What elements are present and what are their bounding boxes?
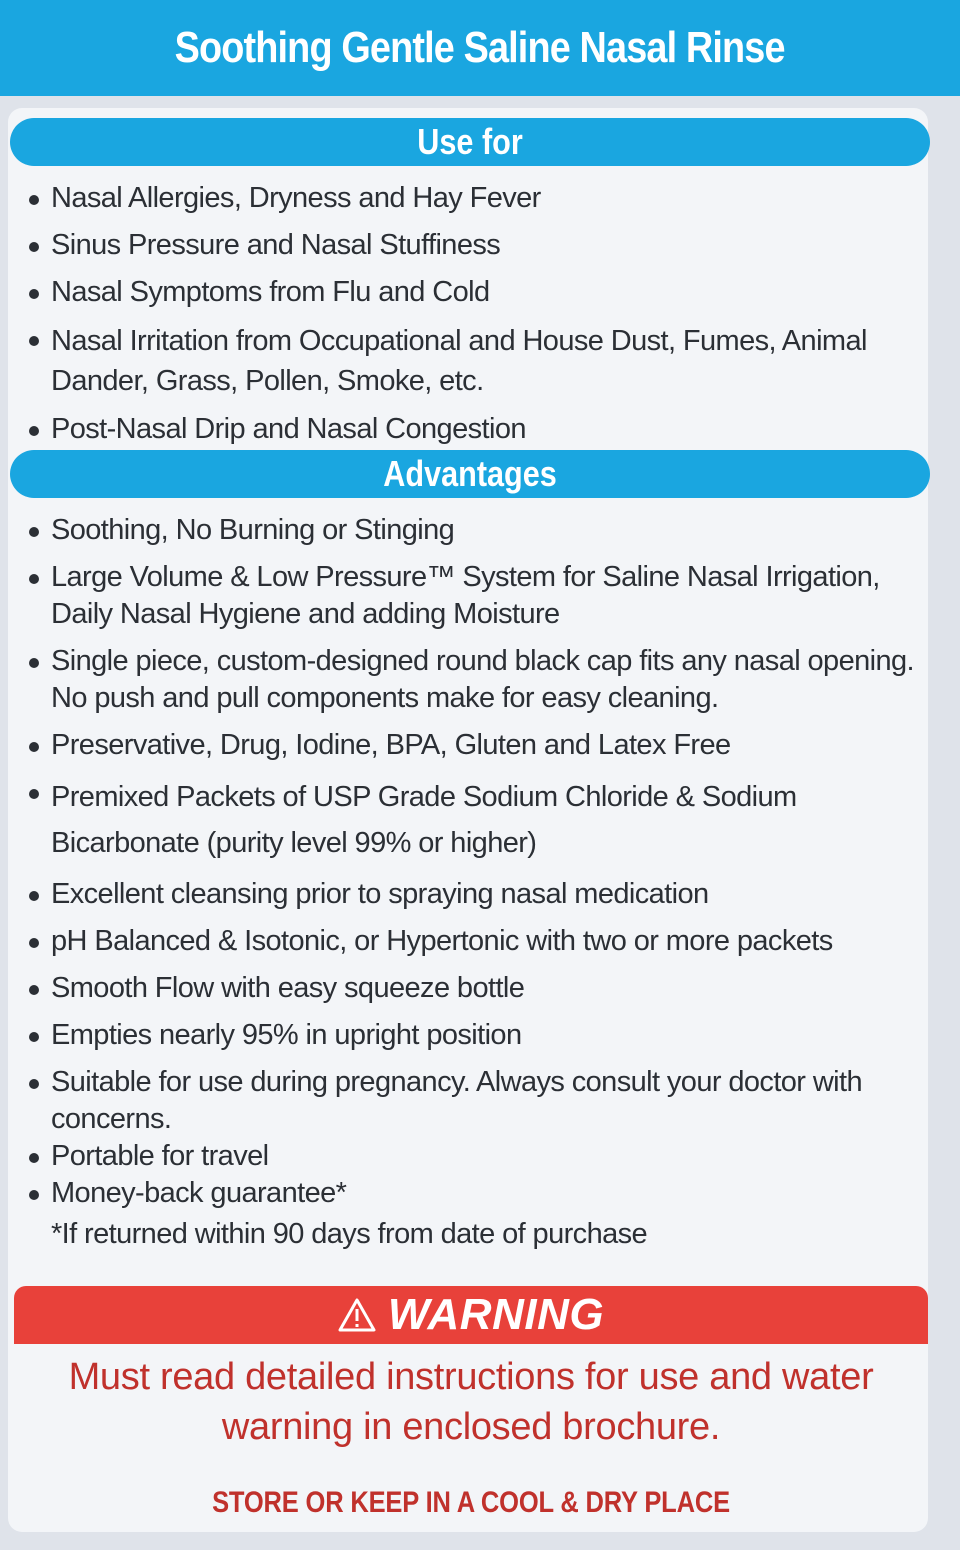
list-item: Money-back guarantee* [26,1175,931,1212]
list-item: Nasal Irritation from Occupational and House Dust, Fumes, Animal Dander, Grass, Pollen, Smoke, etc. [26,321,931,401]
advantages-heading-bar [10,450,930,498]
list-item: Preservative, Drug, Iodine, BPA, Gluten and Latex Free [26,727,931,764]
list-item: Large Volume & Low Pressure™ System for Saline Nasal Irrigation, Daily Nasal Hygiene and adding Moisture [26,559,931,633]
list-item: Nasal Allergies, Dryness and Hay Fever [26,180,931,217]
advantages-heading: Advantages [383,453,557,494]
list-item: Single piece, custom-designed round black cap fits any nasal opening. No push and pull components make for easy cleaning. [26,643,931,717]
list-item: Soothing, No Burning or Stinging [26,512,931,549]
list-item: Nasal Symptoms from Flu and Cold [26,274,931,311]
use-for-list [26,180,931,448]
warning-heading: WARNING [387,1290,605,1339]
list-item: Suitable for use during pregnancy. Always consult your doctor with concerns. [26,1064,931,1138]
storage-instruction: STORE OR KEEP IN A COOL & DRY PLACE [212,1486,730,1519]
header-bar [0,0,960,96]
list-item: Excellent cleansing prior to spraying nasal medication [26,876,931,913]
guarantee-footnote: *If returned within 90 days from date of purchase [51,1218,648,1250]
warning-heading-bar [14,1286,928,1344]
list-item: Premixed Packets of USP Grade Sodium Chloride & Sodium Bicarbonate (purity level 99% or higher) [26,774,931,866]
list-item: Smooth Flow with easy squeeze bottle [26,970,931,1007]
list-item: Portable for travel [26,1138,931,1175]
list-item: Sinus Pressure and Nasal Stuffiness [26,227,931,264]
warning-message: Must read detailed instructions for use and water warning in enclosed brochure. [68,1356,874,1448]
list-item: Post-Nasal Drip and Nasal Congestion [26,411,931,448]
advantages-list [26,512,931,1212]
list-item: pH Balanced & Isotonic, or Hypertonic with two or more packets [26,923,931,960]
list-item: Empties nearly 95% in upright position [26,1017,931,1054]
page-title: Soothing Gentle Saline Nasal Rinse [175,23,785,72]
use-for-heading-bar [10,118,930,166]
use-for-heading: Use for [417,121,523,162]
warning-triangle-icon [338,1298,376,1332]
